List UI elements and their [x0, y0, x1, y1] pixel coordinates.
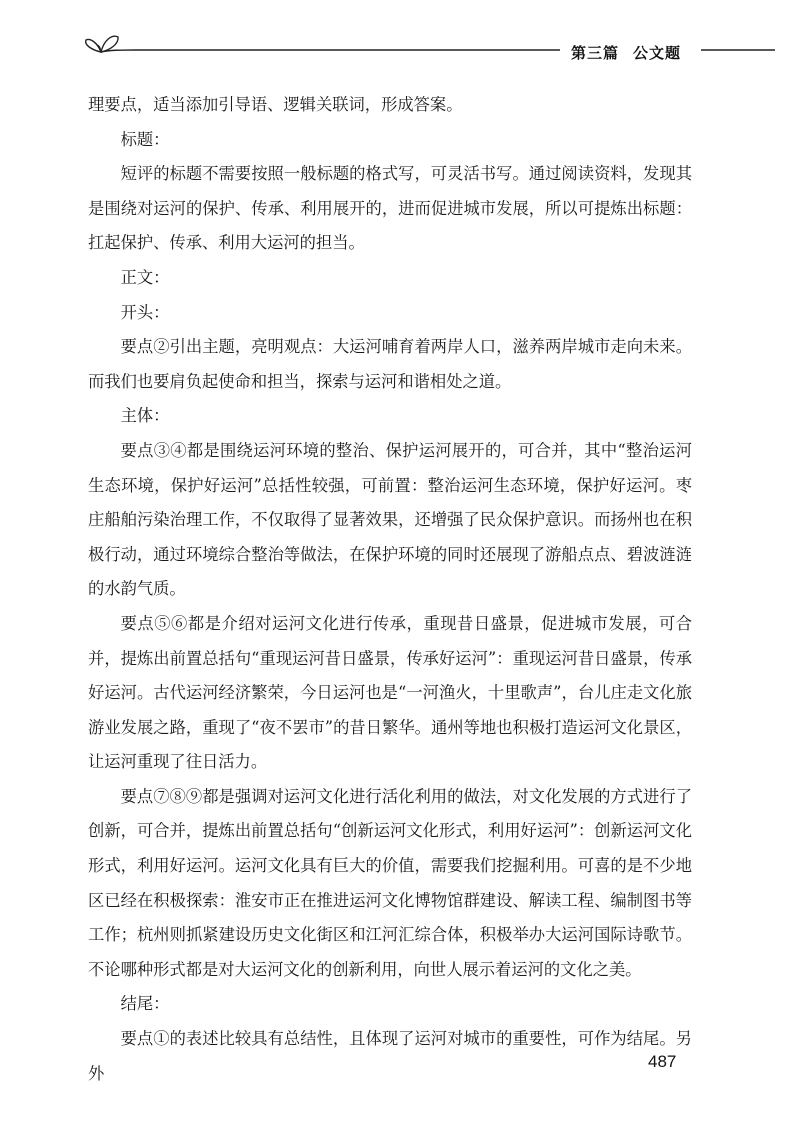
subheading-body: 正文： [120, 267, 170, 287]
paragraph: 要点⑦⑧⑨都是强调对运河文化进行活化利用的做法，对文化发展的方式进行了创新，可合并，提炼出前置总括句“创新运河文化形式，利用好运河”：创新运河文化形式，利用好运河。运河文化具有巨大的价值，需要我们挖掘利用。可喜的是不少地区已经在积极探索：淮安市正在推进运河文化博物馆群建设、解读工程、编制图书等工作；杭州则抓紧建设历史文化街区和江河汇综合体，积极举办大运河国际诗歌节。不论哪种形式都是对大运河文化的创新利用，向世人展示着运河的文化之美。 [88, 786, 692, 979]
subheading-main: 主体： [120, 406, 170, 426]
paragraph: 短评的标题不需要按照一般标题的格式写，可灵活书写。通过阅读资料，发现其是围绕对运河的保护、传承、利用展开的，进而促进城市发展，所以可提炼出标题：扛起保护、传承、利用大运河的担当。 [88, 164, 692, 253]
sprout-icon [86, 36, 118, 52]
page-number: 487 [648, 1052, 677, 1071]
body-text [88, 88, 692, 1091]
paragraph: 要点③④都是围绕运河环境的整治、保护运河展开的，可合并，其中“整治运河生态环境，保护好运河”总括性较强，可前置：整治运河生态环境，保护好运河。枣庄船舶污染治理工作，不仅取得了显著效果，还增强了民众保护意识。而扬州也在积极行动，通过环境综合整治等做法，在保护环境的同时还展现了游船点点、碧波涟涟的水韵气质。 [88, 440, 692, 599]
paragraph: 要点②引出主题，亮明观点：大运河哺育着两岸人口，滋养两岸城市走向未来。而我们也要肩负起使命和担当，探索与运河和谐相处之道。 [88, 337, 692, 391]
header-title [565, 42, 701, 63]
header-section: 公文题 [633, 44, 682, 62]
paragraph: 理要点，适当添加引导语、逻辑关联词，形成答案。 [88, 95, 463, 114]
paragraph: 要点⑤⑥都是介绍对运河文化进行传承，重现昔日盛景，促进城市发展，可合并，提炼出前置总括句“重现运河昔日盛景，传承好运河”：重现运河昔日盛景，传承好运河。古代运河经济繁荣，今日运河也是“一河渔火，十里歌声”，台儿庄走文化旅游业发展之路，重现了“夜不罢市”的昔日繁华。通州等地也积极打造运河文化景区，让运河重现了往日活力。 [88, 613, 692, 772]
paragraph: 要点①的表述比较具有总结性，且体现了运河对城市的重要性，可作为结尾。另外 [88, 1029, 692, 1083]
page-header [0, 0, 800, 70]
header-part: 第三篇 [571, 44, 620, 62]
subheading-ending: 结尾： [120, 994, 170, 1014]
subheading-title: 标题： [120, 129, 170, 149]
subheading-opening: 开头： [120, 302, 170, 322]
